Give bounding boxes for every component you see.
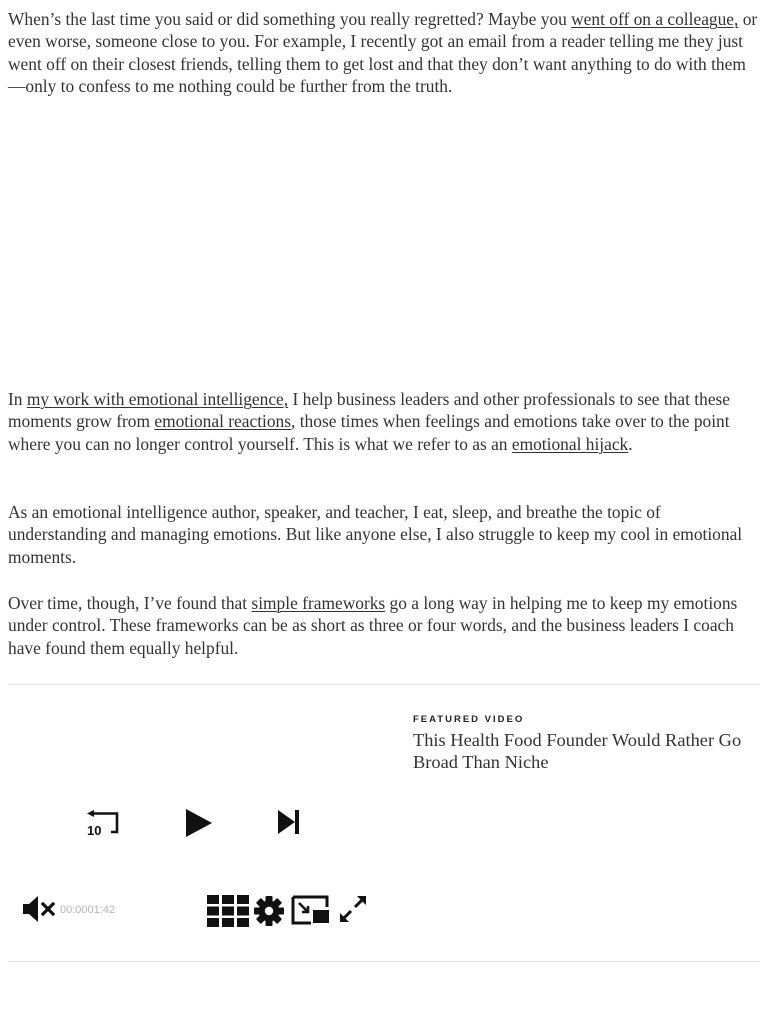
rewind-10-icon[interactable]: [84, 804, 122, 840]
article-paragraph-1: [8, 8, 760, 98]
article-paragraph-4: [8, 592, 760, 659]
rewind-seconds-label: 10: [87, 823, 102, 838]
paragraph-text: go a long way in helping me to keep my emotions under control. These frameworks can be as short as three or four words, and the business leaders I coach have found them equally helpful.: [8, 593, 738, 658]
paragraph-text: Over time, though, I’ve found that: [8, 593, 252, 613]
section-divider: [8, 684, 760, 685]
link-went-off-on-colleague[interactable]: went off on a colleague,: [571, 9, 739, 29]
gear-icon[interactable]: [253, 894, 285, 928]
paragraph-text: In: [8, 389, 27, 409]
skip-next-icon[interactable]: [276, 807, 302, 837]
video-title[interactable]: This Health Food Founder Would Rather Go Broad Than Niche: [413, 730, 742, 773]
link-emotional-intelligence-work[interactable]: my work with emotional intelligence,: [26, 389, 289, 409]
link-emotional-reactions[interactable]: emotional reactions: [154, 411, 292, 432]
featured-video-player[interactable]: [8, 692, 760, 954]
paragraph-text: When’s the last time you said or did something you really regretted? Maybe you: [8, 9, 572, 29]
video-time: 00:0001:42: [60, 904, 116, 916]
video-info: [413, 714, 758, 774]
paragraph-text: , those times when feelings and emotions take over to the point where you can no longer control yourself. This is what we refer to as an: [8, 411, 730, 454]
paragraph-text: .: [628, 433, 633, 454]
play-icon[interactable]: [184, 807, 214, 839]
volume-muted-icon[interactable]: [21, 894, 57, 924]
section-divider: [8, 961, 760, 962]
link-simple-frameworks[interactable]: simple frameworks: [251, 593, 386, 613]
featured-video-label: FEATURED VIDEO: [413, 714, 525, 725]
paragraph-text: or even worse, someone close to you. For example, I recently got an email from a reader telling me they just went off on their closest friends, telling them to get lost and that they don’t want anything to do with them—only to confess to me nothing could be further from the truth.: [8, 9, 758, 97]
article-paragraph-2: [8, 388, 760, 455]
link-emotional-hijack[interactable]: emotional hijack: [511, 433, 629, 454]
fullscreen-icon[interactable]: [338, 894, 368, 924]
picture-in-picture-icon[interactable]: [291, 894, 331, 926]
paragraph-text: I help business leaders and other professionals to see that these moments grow from: [8, 389, 731, 432]
grid-icon[interactable]: [206, 894, 250, 928]
article-paragraph-3: As an emotional intelligence author, speaker, and teacher, I eat, sleep, and breathe the topic of understanding and managing emotions. But like anyone else, I also struggle to keep my cool in emotional moments.: [8, 502, 743, 567]
